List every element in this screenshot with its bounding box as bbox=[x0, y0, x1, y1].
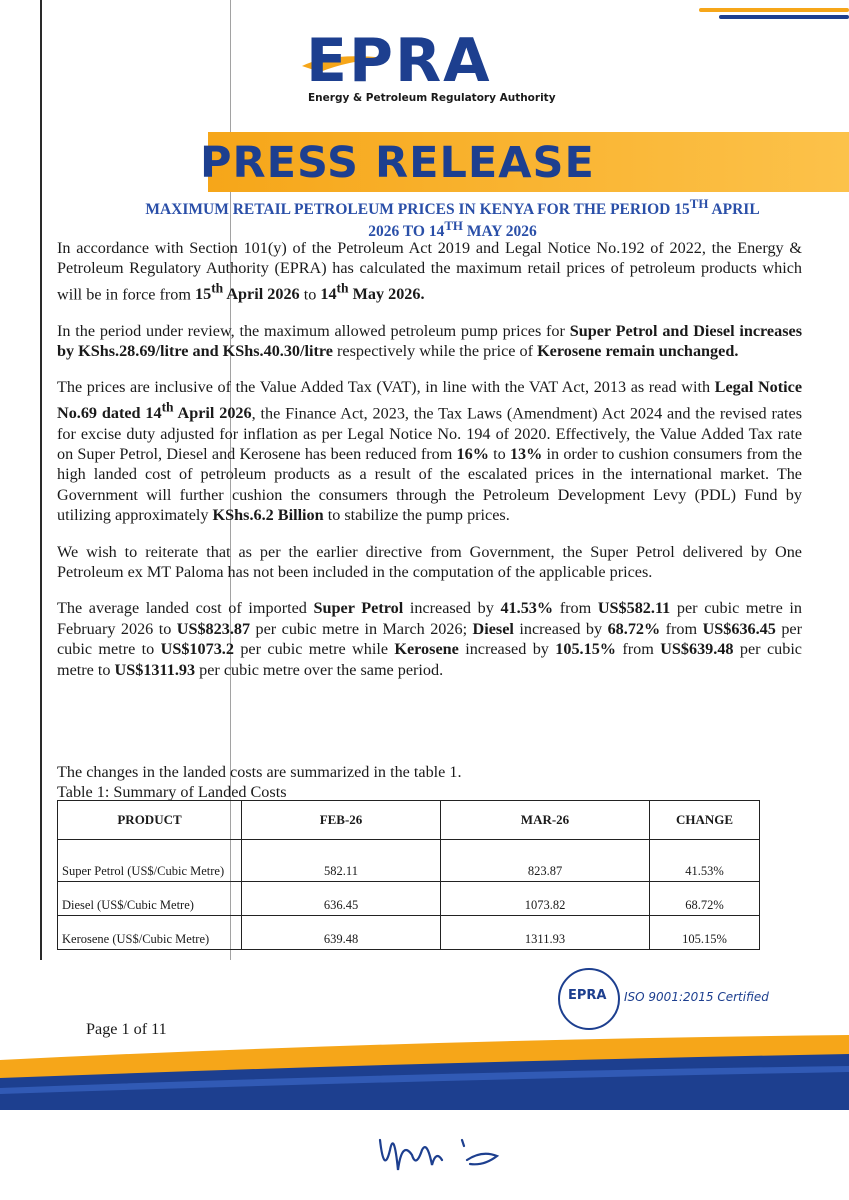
cell-mar: 1311.93 bbox=[441, 916, 650, 950]
text-run: from bbox=[553, 599, 598, 618]
text-run: The average landed cost of imported bbox=[57, 599, 314, 618]
cell-product: Super Petrol (US$/Cubic Metre) bbox=[58, 840, 242, 882]
cell-change: 41.53% bbox=[650, 840, 760, 882]
text-run: from bbox=[660, 619, 703, 638]
bold-run: US$1073.2 bbox=[160, 640, 234, 659]
bold-run: 41.53% bbox=[500, 599, 554, 618]
release-subtitle bbox=[95, 196, 810, 240]
text-run: increased by bbox=[403, 599, 501, 618]
bold-run: US$1311.93 bbox=[114, 660, 196, 679]
subtitle-text: APRIL bbox=[708, 201, 760, 219]
text-run: The prices are inclusive of the Value Added Tax (VAT), in line with the VAT Act, 2013 as read with bbox=[57, 378, 715, 397]
table-row bbox=[58, 882, 760, 916]
paragraph-vat bbox=[57, 377, 802, 525]
text-run: Legal Notice No.69 dated 14 bbox=[57, 378, 802, 423]
subtitle-text: MAY 2026 bbox=[462, 223, 537, 241]
iso-text: ISO 9001:2015 Certified bbox=[624, 990, 769, 1004]
bold-run: US$823.87 bbox=[176, 619, 251, 638]
paragraph-price-change bbox=[57, 321, 802, 362]
text-run: We wish to reiterate that as per the earlier directive from Government, the Super Petrol delivered by One Petroleum ex MT Paloma has not been included in the computation of the applicable prices. bbox=[57, 542, 802, 582]
cell-product: Diesel (US$/Cubic Metre) bbox=[58, 882, 242, 916]
text-run: per cubic metre while bbox=[233, 640, 395, 659]
text-run: per cubic metre in March 2026; bbox=[250, 619, 473, 638]
text-run: May 2026. bbox=[348, 285, 425, 304]
sup-run: th bbox=[211, 280, 224, 296]
iso-certification-badge bbox=[558, 968, 798, 1028]
logo-wordmark: EPRA bbox=[306, 26, 492, 96]
subtitle-sup: TH bbox=[444, 218, 463, 234]
text-run: to bbox=[299, 285, 321, 304]
logo-subtitle: Energy & Petroleum Regulatory Authority bbox=[308, 92, 556, 104]
text-run: April 2026 bbox=[223, 285, 300, 304]
bold-run: 13% bbox=[509, 445, 543, 464]
corner-stripes bbox=[689, 8, 849, 28]
text-run: per cubic metre to bbox=[57, 640, 802, 679]
bold-run bbox=[320, 280, 425, 304]
text-run: per cubic metre over the same period. bbox=[195, 660, 444, 679]
header-mar: MAR-26 bbox=[441, 801, 650, 840]
subtitle-text: 2026 TO 14 bbox=[368, 223, 445, 241]
bold-run: Super Petrol and Diesel increases by KShs.28.69/litre and KShs.40.30/litre bbox=[57, 321, 802, 361]
bold-run: Super Petrol bbox=[313, 599, 404, 618]
header-feb: FEB-26 bbox=[242, 801, 441, 840]
text-run: increased by bbox=[458, 640, 556, 659]
cell-feb: 639.48 bbox=[242, 916, 441, 950]
table-row bbox=[58, 840, 760, 882]
paragraph-directive bbox=[57, 542, 802, 583]
text-run: , the Finance Act, 2023, the Tax Laws (Amendment) Act 2024 and the revised rates for excise duty adjusted for inflation as per Legal Notice No. 194 of 2020. Effectively, the Value Added Tax rate on Super Petrol, Diesel and Kerosene has been reduced from bbox=[57, 404, 802, 464]
iso-logo-text: EPRA bbox=[568, 988, 607, 1003]
text-run: In the period under review, the maximum allowed petroleum pump prices for bbox=[57, 321, 570, 340]
sup-run: th bbox=[336, 280, 349, 296]
sup-run: th bbox=[161, 399, 174, 415]
bold-run: Kerosene bbox=[394, 640, 459, 659]
text-run: from bbox=[615, 640, 661, 659]
text-run: to stabilize the pump prices. bbox=[323, 506, 510, 525]
table-caption: Table 1: Summary of Landed Costs bbox=[57, 783, 287, 801]
bold-run: Kerosene remain unchanged. bbox=[537, 342, 739, 361]
cell-mar: 823.87 bbox=[441, 840, 650, 882]
text-run: in order to cushion consumers from the high landed cost of petroleum products as a result of the escalated prices in the international market. The Government will further cushion the consumers through the Petroleum Development Levy (PDL) Fund by utilizing approximately bbox=[57, 445, 803, 525]
bold-run: US$636.45 bbox=[702, 619, 776, 638]
signature-icon bbox=[372, 1120, 502, 1180]
cell-change: 68.72% bbox=[650, 882, 760, 916]
landed-costs-table bbox=[57, 800, 760, 950]
table-header-row bbox=[58, 801, 760, 840]
table-caption-block bbox=[57, 762, 462, 802]
text-run: increased by bbox=[513, 619, 608, 638]
text-run: per cubic metre in February 2026 to bbox=[57, 599, 802, 638]
left-margin-rule bbox=[40, 0, 42, 960]
paragraph-authority bbox=[57, 238, 802, 305]
bold-run bbox=[195, 280, 300, 304]
table-intro: The changes in the landed costs are summarized in the table 1. bbox=[57, 763, 462, 781]
cell-feb: 582.11 bbox=[242, 840, 441, 882]
page-number: Page 1 of 11 bbox=[86, 1020, 167, 1038]
text-run: to bbox=[488, 445, 510, 464]
cell-feb: 636.45 bbox=[242, 882, 441, 916]
release-body bbox=[57, 238, 802, 696]
footer-wave-icon bbox=[0, 1030, 849, 1110]
cell-product: Kerosene (US$/Cubic Metre) bbox=[58, 916, 242, 950]
subtitle-text: MAXIMUM RETAIL PETROLEUM PRICES IN KENYA FOR THE PERIOD 15 bbox=[145, 201, 690, 219]
bold-run: 16% bbox=[456, 445, 489, 464]
bold-run: 105.15% bbox=[555, 640, 616, 659]
text-run: 14 bbox=[320, 285, 337, 304]
text-run: 15 bbox=[195, 285, 212, 304]
bold-run: 68.72% bbox=[607, 619, 661, 638]
bold-run: US$582.11 bbox=[597, 599, 671, 618]
text-run: per cubic metre to bbox=[57, 619, 802, 659]
iso-circle-icon bbox=[558, 968, 620, 1030]
text-run: In accordance with Section 101(y) of the Petroleum Act 2019 and Legal Notice No.192 of 2022, the Energy & Petroleum Regulatory Authority (EPRA) has calculated the maximum retail prices of petroleum products which will be in force from bbox=[57, 239, 802, 304]
table-row bbox=[58, 916, 760, 950]
text-run: respectively while the price of bbox=[333, 342, 538, 361]
paragraph-landed-cost bbox=[57, 598, 802, 680]
header-product: PRODUCT bbox=[58, 801, 242, 840]
press-release-title: PRESS RELEASE bbox=[200, 138, 595, 188]
bold-run: US$639.48 bbox=[660, 640, 734, 659]
cell-mar: 1073.82 bbox=[441, 882, 650, 916]
bold-run: KShs.6.2 Billion bbox=[212, 506, 324, 525]
text-run: April 2026 bbox=[173, 404, 252, 423]
header-change: CHANGE bbox=[650, 801, 760, 840]
bold-run: Diesel bbox=[472, 619, 514, 638]
epra-logo bbox=[300, 26, 580, 108]
subtitle-sup: TH bbox=[689, 196, 709, 211]
cell-change: 105.15% bbox=[650, 916, 760, 950]
